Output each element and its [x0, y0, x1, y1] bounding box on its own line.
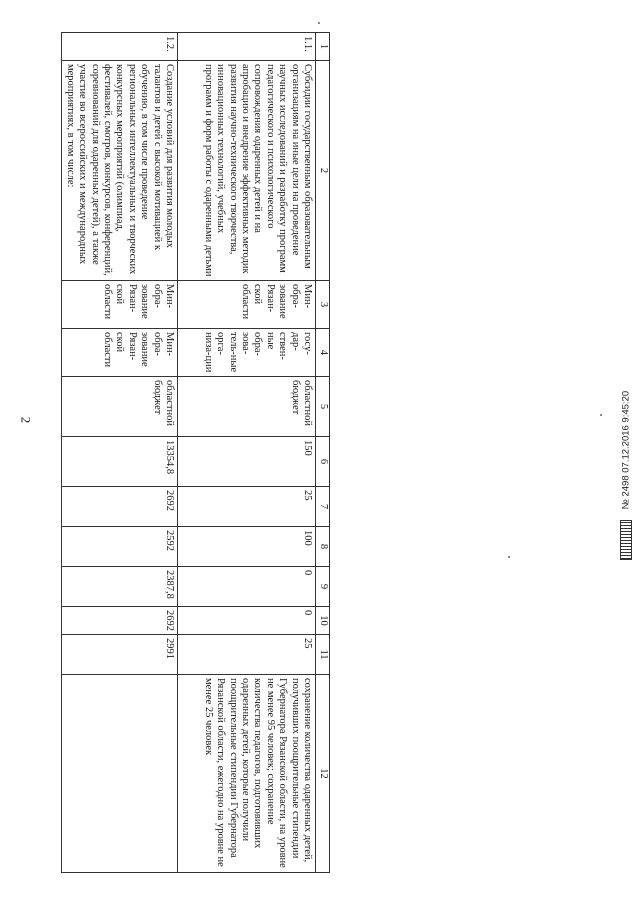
- scan-speck: [508, 556, 510, 558]
- activity-name: Создание условий для развития молодых талантов и детей с высокой мотивацией к обучению, в том числе проведение региональных интеллектуальных и творческих конкурсных мероприятий (олимпиад, фестивалей, смотров, конкурсов, конференций, соревнований для одаренных детей), а также участие во всероссийских и международных мероприятиях, в том числе:: [61, 61, 177, 281]
- amount-year: 25: [178, 487, 316, 527]
- column-number: 1: [316, 33, 330, 61]
- column-number: 11: [316, 635, 330, 675]
- scan-speck: [600, 414, 602, 416]
- item-number: 1.2.: [61, 33, 177, 61]
- column-number: 2: [316, 61, 330, 281]
- amount-year: 25: [178, 635, 316, 675]
- expected-result: [61, 675, 177, 873]
- amount-year: 2991: [61, 635, 177, 675]
- amount-year: 100: [178, 527, 316, 567]
- column-number: 9: [316, 567, 330, 607]
- column-number: 3: [316, 281, 330, 329]
- activity-name: Субсидии государственным образовательным организациям на иные цели на проведение научных исследований и разработку программ педагогического и психологического сопровождения одаренных детей и на апробацию и внедрение эффективных методик развития научно-технического творчества, инновационных технологий, учебных программ и форм работы с одаренными детьми: [178, 61, 316, 281]
- column-number: 6: [316, 437, 330, 487]
- amount-year: 0: [178, 567, 316, 607]
- program-activities-table: [61, 32, 330, 873]
- column-number: 10: [316, 607, 330, 635]
- table-header-row: [316, 33, 330, 873]
- amount-total: 13354,8: [61, 437, 177, 487]
- column-number: 8: [316, 527, 330, 567]
- recipient: госу-дар-ствен-ные обра-зова-тель-ные орга-низа-ции: [178, 329, 316, 377]
- funding-source: областной бюджет: [61, 377, 177, 437]
- amount-year: 2387,8: [61, 567, 177, 607]
- recipient: Мин-обра-зование Рязан-ской области: [61, 329, 177, 377]
- amount-total: 150: [178, 437, 316, 487]
- funding-source: областной бюджет: [178, 377, 316, 437]
- rotated-table-container: [65, 32, 330, 872]
- item-number: 1.1.: [178, 33, 316, 61]
- page-number: 2: [18, 416, 34, 424]
- amount-year: 2592: [61, 527, 177, 567]
- column-number: 7: [316, 487, 330, 527]
- expected-result: сохранение количества одаренных детей, получивших поощрительные стипендии Губернатора Рязанской области, на уровне не менее 95 человек; сохранение количества педагогов, подготовивших одаренных детей, которые получили поощрительные стипендии Губернатора Рязанской области, ежегодно на уровне не менее 25 человек: [178, 675, 316, 873]
- document-datetime: 07.12.2016 9:45:20: [620, 390, 632, 473]
- column-number: 4: [316, 329, 330, 377]
- document-number: № 2498: [620, 475, 632, 510]
- amount-year: 2692: [61, 487, 177, 527]
- responsible-executor: Мин-обра-зование Рязан-ской области: [61, 281, 177, 329]
- table-row: [61, 33, 177, 873]
- table-row: [178, 33, 316, 873]
- column-number: 12: [316, 675, 330, 873]
- column-number: 5: [316, 377, 330, 437]
- amount-year: 2692: [61, 607, 177, 635]
- scan-speck: [318, 22, 320, 24]
- amount-year: 0: [178, 607, 316, 635]
- responsible-executor: Мин-обра-зование Рязан-ской области: [178, 281, 316, 329]
- registration-stamp-icon: [620, 520, 632, 560]
